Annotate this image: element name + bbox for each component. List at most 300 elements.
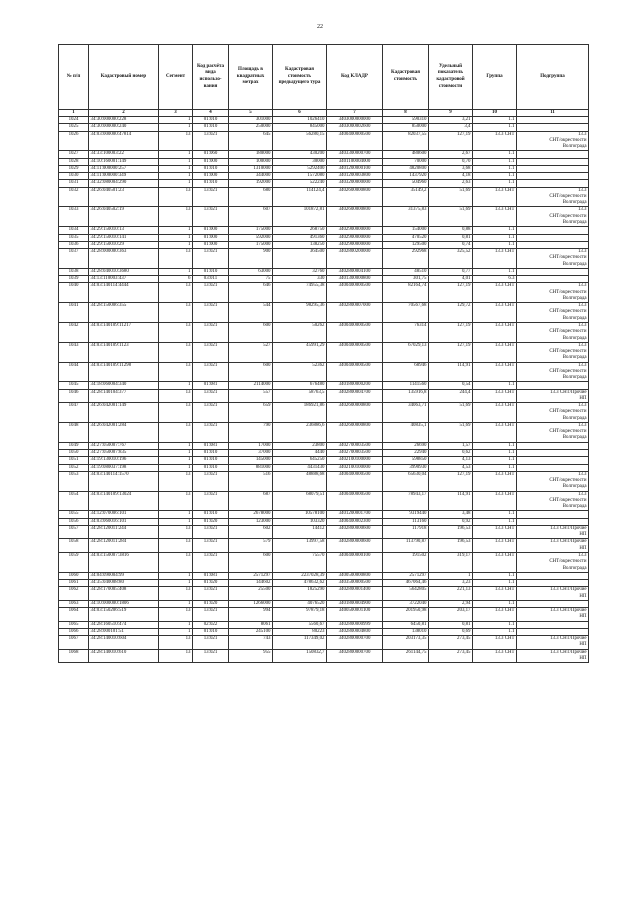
area-cell: 592000 bbox=[229, 234, 273, 241]
row-number-cell: 1055 bbox=[59, 511, 89, 518]
kladr-code-cell: 3402100100000 bbox=[327, 464, 383, 471]
previous-value-cell: 1026410 bbox=[273, 117, 327, 124]
usage-code-cell: 13:021 bbox=[193, 525, 229, 539]
specific-value-cell: 203,17 bbox=[429, 608, 473, 622]
usage-code-cell: 13:021 bbox=[193, 249, 229, 269]
area-cell: 2114000 bbox=[229, 382, 273, 389]
previous-value-cell: 74955,38 bbox=[273, 283, 327, 303]
cadastral-value-cell: 480600 bbox=[383, 151, 429, 158]
segment-cell: 1 bbox=[159, 457, 193, 464]
specific-value-cell: 2,67 bbox=[429, 151, 473, 158]
subgroup-cell: 13.3 СНТ/Прочие НП bbox=[517, 636, 589, 650]
row-number-cell: 1059 bbox=[59, 553, 89, 573]
area-cell: 75 bbox=[229, 276, 273, 283]
specific-value-cell: 319,17 bbox=[429, 553, 473, 573]
column-header: Площадь в квадратных метрах bbox=[229, 45, 273, 110]
table-row bbox=[59, 518, 589, 525]
group-cell: 13.3 СНТ bbox=[473, 303, 517, 323]
area-cell: 557 bbox=[229, 389, 273, 403]
cadastral-number-cell: 34:27:050007:835 bbox=[89, 450, 159, 457]
segment-cell: 13 bbox=[159, 636, 193, 650]
specific-value-cell: 127,19 bbox=[429, 342, 473, 362]
segment-cell: 13 bbox=[159, 422, 193, 442]
specific-value-cell: 3,48 bbox=[429, 511, 473, 518]
segment-cell: 1 bbox=[159, 165, 193, 172]
group-cell: 13.3 СНТ bbox=[473, 539, 517, 553]
previous-value-cell: 2237028,39 bbox=[273, 572, 327, 579]
column-number: 1 bbox=[59, 110, 89, 117]
previous-value-cell: 4431430 bbox=[273, 464, 327, 471]
specific-value-cell: 51,69 bbox=[429, 207, 473, 227]
usage-code-cell: 01:081 bbox=[193, 382, 229, 389]
usage-code-cell: 01:010 bbox=[193, 117, 229, 124]
kladr-code-cell: 3403000000000 bbox=[327, 117, 383, 124]
cadastral-number-cell: 34:28:140010:610 bbox=[89, 649, 159, 663]
row-number-cell: 1057 bbox=[59, 525, 89, 539]
table-row bbox=[59, 173, 589, 180]
column-number-row bbox=[59, 110, 589, 117]
column-number: 6 bbox=[273, 110, 327, 117]
cadastral-value-cell: 292968 bbox=[383, 249, 429, 269]
subgroup-cell bbox=[517, 464, 589, 471]
kladr-code-cell: 3401300000800 bbox=[327, 276, 383, 283]
cadastral-number-cell: 34:26:040502:19 bbox=[89, 207, 159, 227]
table-row bbox=[59, 636, 589, 650]
usage-code-cell: 13:021 bbox=[193, 471, 229, 491]
group-cell: 1.1 bbox=[473, 173, 517, 180]
group-cell: 13.3 СНТ bbox=[473, 249, 517, 269]
segment-cell: 1 bbox=[159, 234, 193, 241]
subgroup-cell: 13.3 СНТ/окрестности Волгограда bbox=[517, 403, 589, 423]
table-row bbox=[59, 180, 589, 187]
cadastral-number-cell: 34:03:150206:519 bbox=[89, 608, 159, 622]
cadastral-number-cell: 34:32:080004:290 bbox=[89, 180, 159, 187]
kladr-code-cell: 3401200000100 bbox=[327, 165, 383, 172]
row-number-cell: 1056 bbox=[59, 518, 89, 525]
subgroup-cell: 13.3 СНТ/окрестности Волгограда bbox=[517, 303, 589, 323]
cadastral-value-cell: 9319440 bbox=[383, 511, 429, 518]
usage-code-cell: 13:021 bbox=[193, 322, 229, 342]
segment-cell: 1 bbox=[159, 464, 193, 471]
segment-cell: 13 bbox=[159, 342, 193, 362]
row-number-cell: 1035 bbox=[59, 234, 89, 241]
group-cell: 1.1 bbox=[473, 621, 517, 628]
area-cell: 145000 bbox=[229, 457, 273, 464]
row-number-cell: 1030 bbox=[59, 173, 89, 180]
specific-value-cell: 4,18 bbox=[429, 173, 473, 180]
specific-value-cell: 273,45 bbox=[429, 649, 473, 663]
area-cell: 600 bbox=[229, 553, 273, 573]
cadastral-number-cell: 34:03:140109:11217 bbox=[89, 322, 159, 342]
kladr-code-cell: 3402800000700 bbox=[327, 636, 383, 650]
kladr-code-cell: 3401800000200 bbox=[327, 382, 383, 389]
specific-value-cell: 2,63 bbox=[429, 180, 473, 187]
usage-code-cell: 13:021 bbox=[193, 553, 229, 573]
row-number-cell: 1043 bbox=[59, 342, 89, 362]
segment-cell: 1 bbox=[159, 124, 193, 131]
usage-code-cell: 13:021 bbox=[193, 403, 229, 423]
usage-code-cell: 13:021 bbox=[193, 422, 229, 442]
group-cell: 1.1 bbox=[473, 124, 517, 131]
area-cell: 144602 bbox=[229, 580, 273, 587]
group-cell: 1.1 bbox=[473, 450, 517, 457]
segment-cell: 1 bbox=[159, 227, 193, 234]
previous-value-cell: 5292400 bbox=[273, 165, 327, 172]
kladr-code-cell: 3402800004800 bbox=[327, 628, 383, 635]
usage-code-cell: 13:021 bbox=[193, 303, 229, 323]
table-row bbox=[59, 131, 589, 151]
group-cell: 1.1 bbox=[473, 580, 517, 587]
cadastral-value-cell: 70567,68 bbox=[383, 303, 429, 323]
cadastral-value-cell: 203173,35 bbox=[383, 636, 429, 650]
row-number-cell: 1041 bbox=[59, 303, 89, 323]
segment-cell: 1 bbox=[159, 180, 193, 187]
specific-value-cell: 0,54 bbox=[429, 382, 473, 389]
table-row bbox=[59, 303, 589, 323]
specific-value-cell: 221,13 bbox=[429, 587, 473, 601]
specific-value-cell: 0,70 bbox=[429, 158, 473, 165]
usage-code-cell: 13:021 bbox=[193, 389, 229, 403]
table-row bbox=[59, 151, 589, 158]
kladr-code-cell: 3402900000000 bbox=[327, 234, 383, 241]
column-header: Кадастровая стоимость предыдущего тура bbox=[273, 45, 327, 110]
row-number-cell: 1025 bbox=[59, 124, 89, 131]
previous-value-cell: 101872,81 bbox=[273, 207, 327, 227]
table-row bbox=[59, 241, 589, 248]
cadastral-number-cell: 34:29:150010:141 bbox=[89, 234, 159, 241]
cadastral-number-cell: 34:18:060004:340 bbox=[89, 382, 159, 389]
cadastral-number-cell: 34:28:140104:377 bbox=[89, 389, 159, 403]
kladr-code-cell: 3402900000000 bbox=[327, 241, 383, 248]
cadastral-value-cell: 129500 bbox=[383, 241, 429, 248]
cadastral-value-cell: 70000 bbox=[383, 158, 429, 165]
segment-cell: 13 bbox=[159, 491, 193, 511]
cadastral-number-cell: 34:28:000000:363 bbox=[89, 249, 159, 269]
area-cell: 1266000 bbox=[229, 600, 273, 607]
usage-code-cell: 13:021 bbox=[193, 342, 229, 362]
subgroup-cell bbox=[517, 165, 589, 172]
specific-value-cell: 127,19 bbox=[429, 322, 473, 342]
kladr-code-cell: 3402800004700 bbox=[327, 389, 383, 403]
usage-code-cell: 13:021 bbox=[193, 539, 229, 553]
row-number-cell: 1045 bbox=[59, 382, 89, 389]
row-number-cell: 1040 bbox=[59, 283, 89, 303]
row-number-cell: 1034 bbox=[59, 227, 89, 234]
column-header: Код расчёта вида использо-вания bbox=[193, 45, 229, 110]
area-cell: 900 bbox=[229, 249, 273, 269]
group-cell: 1.1 bbox=[473, 165, 517, 172]
segment-cell: 13 bbox=[159, 525, 193, 539]
area-cell: 600 bbox=[229, 362, 273, 382]
area-cell: 301000 bbox=[229, 117, 273, 124]
cadastral-value-cell: 117918 bbox=[383, 525, 429, 539]
previous-value-cell: 13997,58 bbox=[273, 539, 327, 553]
specific-value-cell: 4,13 bbox=[429, 457, 473, 464]
subgroup-cell: 13.3 СНТ/Прочие НП bbox=[517, 525, 589, 539]
previous-value-cell: 56280,15 bbox=[273, 131, 327, 151]
area-cell: 2678000 bbox=[229, 511, 273, 518]
kladr-code-cell: 3402800001400 bbox=[327, 587, 383, 601]
table-row bbox=[59, 283, 589, 303]
kladr-code-cell: 3400400000500 bbox=[327, 471, 383, 491]
table-row bbox=[59, 539, 589, 553]
row-number-cell: 1060 bbox=[59, 572, 89, 579]
table-row bbox=[59, 403, 589, 423]
cadastral-value-cell: 135916,8 bbox=[383, 389, 429, 403]
table-header bbox=[59, 45, 589, 117]
subgroup-cell bbox=[517, 442, 589, 449]
kladr-code-cell: 3402600000800 bbox=[327, 422, 383, 442]
specific-value-cell: 114,91 bbox=[429, 362, 473, 382]
column-number: 4 bbox=[193, 110, 229, 117]
previous-value-cell: 491360 bbox=[273, 234, 327, 241]
area-cell: 659 bbox=[229, 403, 273, 423]
subgroup-cell: 13.3 СНТ/окрестности Волгограда bbox=[517, 131, 589, 151]
subgroup-cell bbox=[517, 628, 589, 635]
table-row bbox=[59, 580, 589, 587]
subgroup-cell bbox=[517, 276, 589, 283]
column-header: Подгруппа bbox=[517, 45, 589, 110]
column-header: № п/п bbox=[59, 45, 89, 110]
segment-cell: 13 bbox=[159, 362, 193, 382]
cadastral-value-cell: 467064,46 bbox=[383, 580, 429, 587]
usage-code-cell: 02:022 bbox=[193, 621, 229, 628]
subgroup-cell bbox=[517, 227, 589, 234]
cadastral-number-cell: 34:03:140109:13024 bbox=[89, 491, 159, 511]
cadastral-number-cell: 34:27:050007:767 bbox=[89, 442, 159, 449]
kladr-code-cell: 3402800000600 bbox=[327, 525, 383, 539]
previous-value-cell: 103320 bbox=[273, 518, 327, 525]
group-cell: 1.1 bbox=[473, 572, 517, 579]
previous-value-cell: 23800 bbox=[273, 442, 327, 449]
segment-cell: 13 bbox=[159, 649, 193, 663]
usage-code-cell: 01:010 bbox=[193, 464, 229, 471]
specific-value-cell: 51,69 bbox=[429, 187, 473, 207]
previous-value-cell: 138250 bbox=[273, 241, 327, 248]
area-cell: 100000 bbox=[229, 158, 273, 165]
cadastral-value-cell: 598850 bbox=[383, 457, 429, 464]
row-number-cell: 1053 bbox=[59, 471, 89, 491]
column-number: 3 bbox=[159, 110, 193, 117]
subgroup-cell bbox=[517, 234, 589, 241]
usage-code-cell: 01:010 bbox=[193, 180, 229, 187]
area-cell: 544 bbox=[229, 303, 273, 323]
cadastral-number-cell: 34:19:080037:198 bbox=[89, 464, 159, 471]
specific-value-cell: 114,91 bbox=[429, 491, 473, 511]
cadastral-value-cell: 26690 bbox=[383, 442, 429, 449]
segment-cell: 13 bbox=[159, 283, 193, 303]
row-number-cell: 1050 bbox=[59, 450, 89, 457]
usage-code-cell: 13:021 bbox=[193, 131, 229, 151]
kladr-code-cell: 3401200001700 bbox=[327, 511, 383, 518]
table-row bbox=[59, 572, 589, 579]
group-cell: 13.3 СНТ bbox=[473, 131, 517, 151]
previous-value-cell: 58763,5 bbox=[273, 389, 327, 403]
previous-value-cell: 97879,18 bbox=[273, 608, 327, 622]
previous-value-cell: 522240 bbox=[273, 180, 327, 187]
cadastral-number-cell: 34:12:070006:101 bbox=[89, 511, 159, 518]
group-cell: 13.3 СНТ bbox=[473, 491, 517, 511]
specific-value-cell: 0,81 bbox=[429, 621, 473, 628]
cadastral-value-cell: 65630,04 bbox=[383, 471, 429, 491]
segment-cell: 13 bbox=[159, 587, 193, 601]
kladr-code-cell: 3400400002300 bbox=[327, 518, 383, 525]
previous-value-cell: 478632,62 bbox=[273, 580, 327, 587]
cadastral-number-cell: 34:03:150007:3816 bbox=[89, 553, 159, 573]
group-cell: 13.3 СНТ bbox=[473, 207, 517, 227]
kladr-code-cell: 3400500000800 bbox=[327, 572, 383, 579]
usage-code-cell: 01:010 bbox=[193, 511, 229, 518]
group-cell: 6.3 bbox=[473, 276, 517, 283]
cadastral-number-cell: 34:26:042001:149 bbox=[89, 403, 159, 423]
cadastral-number-cell: 34:26:042001:284 bbox=[89, 422, 159, 442]
specific-value-cell: 127,19 bbox=[429, 131, 473, 151]
specific-value-cell: 0,74 bbox=[429, 241, 473, 248]
area-cell: 743 bbox=[229, 636, 273, 650]
group-cell: 13.3 СНТ bbox=[473, 362, 517, 382]
segment-cell: 1 bbox=[159, 442, 193, 449]
kladr-code-cell: 3402800000600 bbox=[327, 539, 383, 553]
usage-code-cell: 01:000 bbox=[193, 234, 229, 241]
usage-code-cell: 01:020 bbox=[193, 600, 229, 607]
subgroup-cell: 13.3 СНТ/окрестности Волгограда bbox=[517, 553, 589, 573]
cadastral-value-cell: 113160 bbox=[383, 518, 429, 525]
column-number: 7 bbox=[327, 110, 383, 117]
group-cell: 13.3 СНТ bbox=[473, 525, 517, 539]
previous-value-cell: 268750 bbox=[273, 227, 327, 234]
column-header: Кадастровая стоимость bbox=[383, 45, 429, 110]
kladr-code-cell: 3401800004900 bbox=[327, 600, 383, 607]
area-cell: 17000 bbox=[229, 442, 273, 449]
table-row bbox=[59, 124, 589, 131]
kladr-code-cell: 3403000002600 bbox=[327, 124, 383, 131]
cadastral-value-cell: 40835,1 bbox=[383, 422, 429, 442]
cadastral-number-cell: 34:28:140010:604 bbox=[89, 636, 159, 650]
segment-cell: 13 bbox=[159, 389, 193, 403]
table-row bbox=[59, 471, 589, 491]
usage-code-cell: 03:011 bbox=[193, 276, 229, 283]
specific-value-cell: 1,57 bbox=[429, 442, 473, 449]
usage-code-cell: 01:010 bbox=[193, 628, 229, 635]
page-number: 22 bbox=[317, 24, 323, 30]
table-row bbox=[59, 628, 589, 635]
previous-value-cell: 68079,51 bbox=[273, 491, 327, 511]
table-row bbox=[59, 491, 589, 511]
group-cell: 1.1 bbox=[473, 600, 517, 607]
row-number-cell: 1051 bbox=[59, 457, 89, 464]
previous-value-cell: 52362 bbox=[273, 362, 327, 382]
specific-value-cell: 0,69 bbox=[429, 628, 473, 635]
kladr-code-cell: 3402800004100 bbox=[327, 268, 383, 275]
subgroup-cell bbox=[517, 151, 589, 158]
usage-code-cell: 01:060 bbox=[193, 151, 229, 158]
cadastral-number-cell: 34:33:100003:22 bbox=[89, 151, 159, 158]
specific-value-cell: 1 bbox=[429, 572, 473, 579]
segment-cell: 13 bbox=[159, 471, 193, 491]
table-row bbox=[59, 268, 589, 275]
row-number-cell: 1024 bbox=[59, 117, 89, 124]
group-cell: 13.3 СНТ bbox=[473, 636, 517, 650]
kladr-code-cell: 3400400000500 bbox=[327, 283, 383, 303]
previous-value-cell: 114124,4 bbox=[273, 187, 327, 207]
cadastral-number-cell: 34:35:040008:80 bbox=[89, 580, 159, 587]
kladr-code-cell: 3402800000999 bbox=[327, 621, 383, 628]
cadastral-value-cell: 31375,83 bbox=[383, 207, 429, 227]
cadastral-table bbox=[58, 44, 589, 663]
specific-value-cell: 3,23 bbox=[429, 580, 473, 587]
segment-cell: 1 bbox=[159, 621, 193, 628]
kladr-code-cell: 3400400000500 bbox=[327, 491, 383, 511]
table-row bbox=[59, 464, 589, 471]
specific-value-cell: 0,62 bbox=[429, 450, 473, 457]
kladr-code-cell: 3400400000500 bbox=[327, 342, 383, 362]
specific-value-cell: 129,72 bbox=[429, 303, 473, 323]
specific-value-cell: 196,53 bbox=[429, 539, 473, 553]
kladr-code-cell: 3400400000500 bbox=[327, 362, 383, 382]
cadastral-number-cell: 34:10:160001:149 bbox=[89, 158, 159, 165]
segment-cell: 13 bbox=[159, 249, 193, 269]
area-cell: 527 bbox=[229, 342, 273, 362]
group-cell: 13.3 СНТ bbox=[473, 283, 517, 303]
area-cell: 8061 bbox=[229, 621, 273, 628]
usage-code-cell: 13:021 bbox=[193, 491, 229, 511]
column-number: 8 bbox=[383, 110, 429, 117]
table-row bbox=[59, 276, 589, 283]
row-number-cell: 1052 bbox=[59, 464, 89, 471]
specific-value-cell: 0,88 bbox=[429, 227, 473, 234]
table-row bbox=[59, 608, 589, 622]
row-number-cell: 1058 bbox=[59, 539, 89, 553]
row-number-cell: 1068 bbox=[59, 649, 89, 663]
row-number-cell: 1044 bbox=[59, 362, 89, 382]
area-cell: 516 bbox=[229, 471, 273, 491]
previous-value-cell: 430200 bbox=[273, 151, 327, 158]
segment-cell: 13 bbox=[159, 303, 193, 323]
area-cell: 881000 bbox=[229, 464, 273, 471]
segment-cell: 1 bbox=[159, 158, 193, 165]
kladr-code-cell: 3402800200000 bbox=[327, 249, 383, 269]
previous-value-cell: 80223 bbox=[273, 628, 327, 635]
subgroup-cell bbox=[517, 117, 589, 124]
table-body bbox=[59, 117, 589, 663]
segment-cell: 13 bbox=[159, 608, 193, 622]
segment-cell: 1 bbox=[159, 151, 193, 158]
cadastral-number-cell: 34:28:000101:51 bbox=[89, 628, 159, 635]
header-row bbox=[59, 45, 589, 110]
specific-value-cell: 196,53 bbox=[429, 525, 473, 539]
specific-value-cell: 3,4 bbox=[429, 124, 473, 131]
column-number: 11 bbox=[517, 110, 589, 117]
kladr-code-cell: 3402700003500 bbox=[327, 442, 383, 449]
segment-cell: 1 bbox=[159, 580, 193, 587]
kladr-code-cell: 3403200000000 bbox=[327, 180, 383, 187]
subgroup-cell: 13.3 СНТ/окрестности Волгограда bbox=[517, 322, 589, 342]
group-cell: 1.1 bbox=[473, 628, 517, 635]
usage-code-cell: 13:021 bbox=[193, 362, 229, 382]
previous-value-cell: 48888,68 bbox=[273, 471, 327, 491]
table-row bbox=[59, 382, 589, 389]
kladr-code-cell: 3400500001100 bbox=[327, 608, 383, 622]
segment-cell: 1 bbox=[159, 518, 193, 525]
group-cell: 1.1 bbox=[473, 457, 517, 464]
previous-value-cell: 30000 bbox=[273, 158, 327, 165]
subgroup-cell bbox=[517, 621, 589, 628]
group-cell: 13.3 СНТ bbox=[473, 187, 517, 207]
subgroup-cell bbox=[517, 457, 589, 464]
previous-value-cell: 1825290 bbox=[273, 587, 327, 601]
cadastral-value-cell: 3990930 bbox=[383, 464, 429, 471]
cadastral-value-cell: 48510 bbox=[383, 268, 429, 275]
